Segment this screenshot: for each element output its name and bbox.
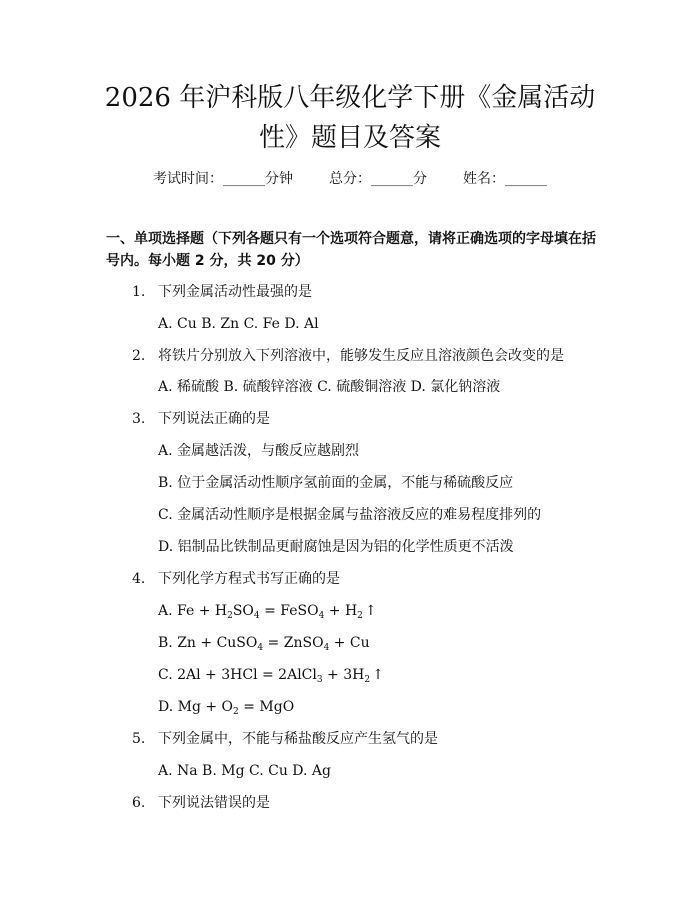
equation-text: + 3H: [322, 667, 365, 683]
question-number: 6.: [132, 795, 146, 811]
question-number: 4.: [132, 571, 146, 587]
question-4-option-d: [158, 697, 294, 722]
equation-text: D. Mg + O: [158, 699, 234, 715]
equation-text: C. 2Al + 3HCl = 2AlCl: [158, 667, 317, 683]
question-3-option-c: C. 金属活动性顺序是根据金属与盐溶液反应的难易程度排列的: [158, 507, 542, 523]
subscript: 4: [323, 643, 330, 653]
equation-text: B. Zn + CuSO: [158, 635, 258, 651]
question-text: 下列金属中，不能与稀盐酸反应产生氢气的是: [158, 731, 438, 747]
gas-arrow-icon: ↑: [372, 667, 384, 683]
question-1: [132, 282, 312, 302]
question-3: [132, 409, 270, 429]
subscript: 4: [257, 643, 264, 653]
question-6: [132, 793, 270, 813]
equation-text: = ZnSO: [263, 635, 324, 651]
question-3-option-a: A. 金属越活泼，与酸反应越剧烈: [158, 443, 360, 459]
question-4-option-a: [158, 601, 377, 626]
question-4-option-c: [158, 665, 384, 690]
subscript: 3: [316, 675, 323, 685]
question-4-option-b: [158, 633, 370, 658]
question-3-option-d: D. 铝制品比铁制品更耐腐蚀是因为铝的化学性质更不活泼: [158, 539, 514, 555]
question-5: [132, 729, 438, 749]
subscript: 2: [357, 611, 363, 621]
question-text: 下列金属活动性最强的是: [158, 284, 312, 300]
subscript: 4: [318, 611, 325, 621]
subscript: 2: [233, 707, 239, 717]
question-text: 将铁片分别放入下列溶液中，能够发生反应且溶液颜色会改变的是: [158, 348, 564, 364]
equation-text: = FeSO: [259, 603, 319, 619]
exam-score: 总分：______分: [329, 171, 427, 187]
equation-text: SO: [232, 603, 254, 619]
equation-text: + H: [324, 603, 358, 619]
question-1-options: A. Cu B. Zn C. Fe D. Al: [158, 316, 319, 332]
question-text: 下列化学方程式书写正确的是: [158, 571, 340, 587]
question-2-options: A. 稀硫酸 B. 硫酸锌溶液 C. 硫酸铜溶液 D. 氯化钠溶液: [158, 379, 501, 395]
exam-meta: [0, 168, 700, 188]
question-2: [132, 346, 564, 366]
question-text: 下列说法错误的是: [158, 795, 270, 811]
subscript: 2: [364, 675, 371, 685]
question-3-option-b: B. 位于金属活动性顺序氢前面的金属，不能与稀硫酸反应: [158, 475, 514, 491]
subscript: 4: [253, 611, 260, 621]
exam-time: 考试时间：______分钟: [153, 171, 293, 187]
question-4: [132, 569, 340, 589]
section-heading: 一、单项选择题（下列各题只有一个选项符合题意，请将正确选项的字母填在括号内。每小题 2 分，共 20 分）: [106, 231, 596, 269]
equation-text: = MgO: [238, 699, 295, 715]
equation-text: A. Fe + H: [158, 603, 228, 619]
document-title: 2026 年沪科版八年级化学下册《金属活动性》题目及答案: [104, 83, 596, 153]
question-number: 3.: [132, 411, 146, 427]
student-name: 姓名：______: [463, 171, 547, 187]
question-text: 下列说法正确的是: [158, 411, 270, 427]
question-number: 2.: [132, 348, 146, 364]
question-number: 1.: [132, 284, 146, 300]
question-number: 5.: [132, 731, 146, 747]
gas-arrow-icon: ↑: [364, 603, 377, 619]
question-5-options: A. Na B. Mg C. Cu D. Ag: [158, 763, 331, 779]
subscript: 2: [227, 611, 233, 621]
equation-text: + Cu: [329, 635, 370, 651]
